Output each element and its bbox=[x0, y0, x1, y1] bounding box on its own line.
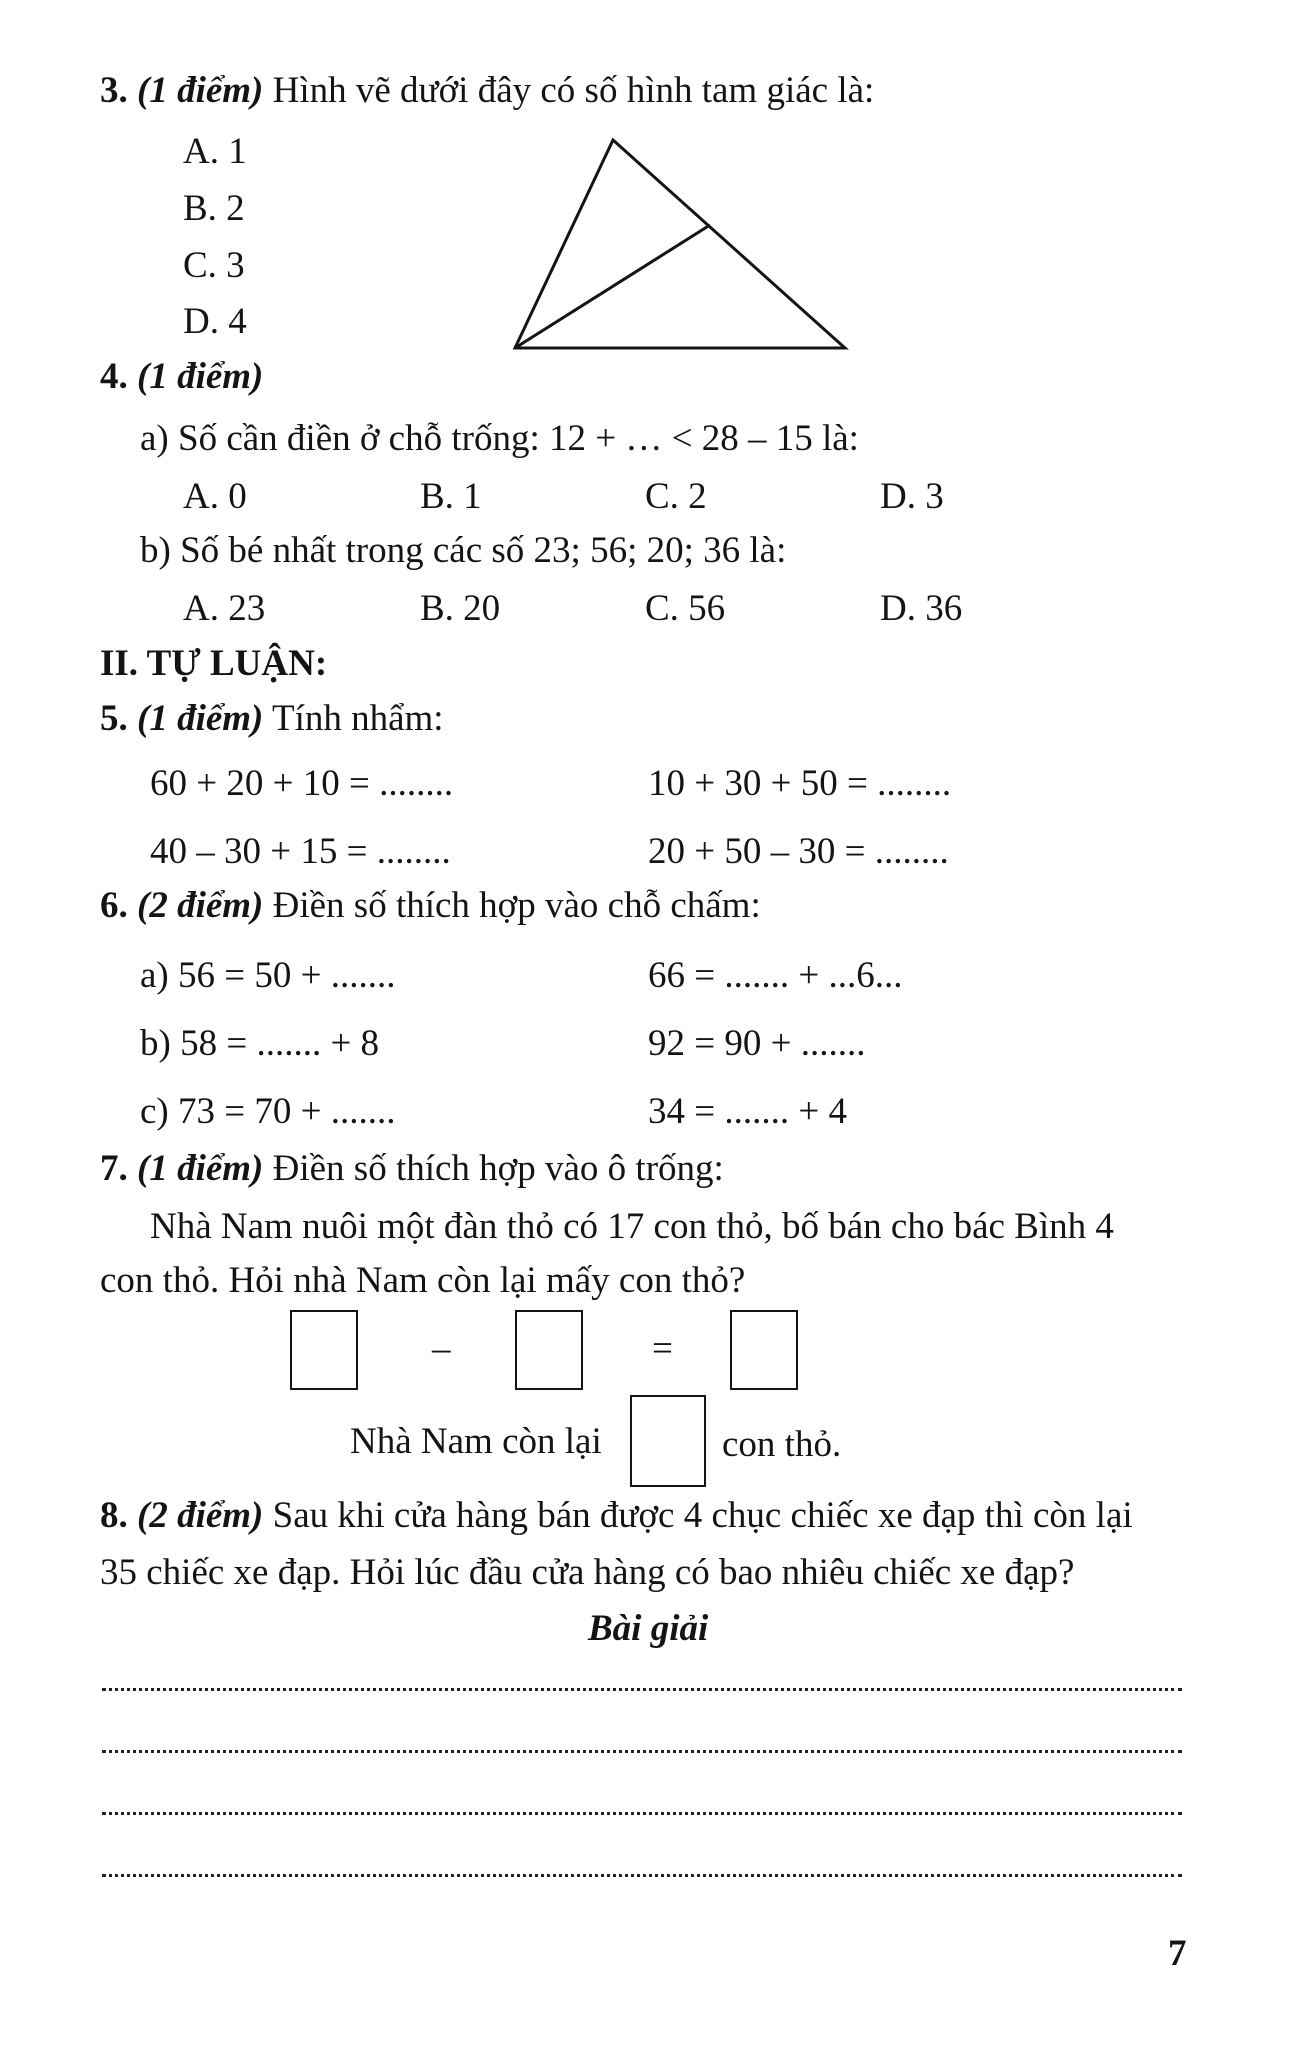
q4b-option-b: B. 20 bbox=[420, 588, 501, 629]
q4-heading bbox=[100, 358, 263, 395]
q3-heading bbox=[100, 72, 874, 109]
q7-story-line2: con thỏ. Hỏi nhà Nam còn lại mấy con thỏ? bbox=[100, 1260, 746, 1301]
q6-heading bbox=[100, 887, 761, 924]
q6-item-c-left: c) 73 = 70 + ....... bbox=[140, 1091, 396, 1132]
q6-number: 6. bbox=[100, 885, 128, 926]
q5-expr-1: 60 + 20 + 10 = ........ bbox=[150, 763, 454, 804]
q8-heading bbox=[100, 1497, 1133, 1534]
q3-text: Hình vẽ dưới đây có số hình tam giác là: bbox=[272, 70, 875, 111]
q6-points: (2 điểm) bbox=[137, 885, 264, 926]
q8-number: 8. bbox=[100, 1495, 128, 1536]
q5-heading bbox=[100, 700, 444, 737]
q7-points: (1 điểm) bbox=[137, 1148, 264, 1189]
q4b-option-d: D. 36 bbox=[880, 588, 963, 629]
q7-number: 7. bbox=[100, 1148, 128, 1189]
answer-line-3[interactable] bbox=[102, 1812, 1182, 1815]
answer-line-2[interactable] bbox=[102, 1750, 1182, 1753]
q6-item-a-left: a) 56 = 50 + ....... bbox=[140, 955, 396, 996]
q3-number: 3. bbox=[100, 70, 128, 111]
q7-box-3[interactable] bbox=[730, 1310, 798, 1390]
q6-item-c-right: 34 = ....... + 4 bbox=[648, 1091, 847, 1132]
q7-text: Điền số thích hợp vào ô trống: bbox=[272, 1148, 724, 1189]
q7-equals-sign: = bbox=[652, 1328, 673, 1369]
q4a-option-c: C. 2 bbox=[645, 476, 707, 517]
q8-points: (2 điểm) bbox=[137, 1495, 264, 1536]
q4a-option-b: B. 1 bbox=[420, 476, 482, 517]
q7-story-line1: Nhà Nam nuôi một đàn thỏ có 17 con thỏ, bố bán cho bác Bình 4 bbox=[150, 1206, 1114, 1247]
section-title: II. TỰ LUẬN: bbox=[100, 643, 328, 684]
q3-points: (1 điểm) bbox=[137, 70, 264, 111]
q4a-option-d: D. 3 bbox=[880, 476, 944, 517]
q8-line2: 35 chiếc xe đạp. Hỏi lúc đầu cửa hàng có bao nhiêu chiếc xe đạp? bbox=[100, 1552, 1075, 1593]
q6-text: Điền số thích hợp vào chỗ chấm: bbox=[272, 885, 761, 926]
q7-minus-sign: – bbox=[432, 1328, 451, 1369]
q4b-text: b) Số bé nhất trong các số 23; 56; 20; 36 là: bbox=[140, 530, 787, 571]
q4b-option-c: C. 56 bbox=[645, 588, 726, 629]
q3-option-d: D. 4 bbox=[183, 301, 247, 342]
q4-points: (1 điểm) bbox=[137, 356, 264, 397]
triangle-figure bbox=[500, 130, 860, 360]
q7-answer-box[interactable] bbox=[630, 1395, 706, 1487]
q3-option-c: C. 3 bbox=[183, 245, 245, 286]
q7-answer-suffix: con thỏ. bbox=[722, 1424, 842, 1465]
q4a-text: a) Số cần điền ở chỗ trống: 12 + … < 28 – 15 là: bbox=[140, 418, 859, 459]
answer-line-1[interactable] bbox=[102, 1688, 1182, 1691]
q6-item-a-right: 66 = ....... + ...6... bbox=[648, 955, 903, 996]
q5-points: (1 điểm) bbox=[137, 698, 264, 739]
q6-item-b-right: 92 = 90 + ....... bbox=[648, 1023, 866, 1064]
q5-text: Tính nhẩm: bbox=[271, 698, 444, 739]
q6-item-b-left: b) 58 = ....... + 8 bbox=[140, 1023, 380, 1064]
q8-solution-label: Bài giải bbox=[588, 1608, 709, 1649]
q7-box-1[interactable] bbox=[290, 1310, 358, 1390]
q3-option-b: B. 2 bbox=[183, 188, 245, 229]
q5-expr-4: 20 + 50 – 30 = ........ bbox=[648, 831, 949, 872]
q7-box-2[interactable] bbox=[515, 1310, 583, 1390]
q5-expr-3: 40 – 30 + 15 = ........ bbox=[150, 831, 451, 872]
q5-expr-2: 10 + 30 + 50 = ........ bbox=[648, 763, 952, 804]
q8-line1: Sau khi cửa hàng bán được 4 chục chiếc xe đạp thì còn lại bbox=[272, 1495, 1133, 1536]
answer-line-4[interactable] bbox=[102, 1874, 1182, 1877]
q5-number: 5. bbox=[100, 698, 128, 739]
q4a-option-a: A. 0 bbox=[183, 476, 247, 517]
q7-heading bbox=[100, 1150, 724, 1187]
page-number: 7 bbox=[1168, 1933, 1187, 1974]
q7-answer-prefix: Nhà Nam còn lại bbox=[350, 1421, 602, 1462]
q4-number: 4. bbox=[100, 356, 128, 397]
q4b-option-a: A. 23 bbox=[183, 588, 266, 629]
q3-option-a: A. 1 bbox=[183, 131, 247, 172]
